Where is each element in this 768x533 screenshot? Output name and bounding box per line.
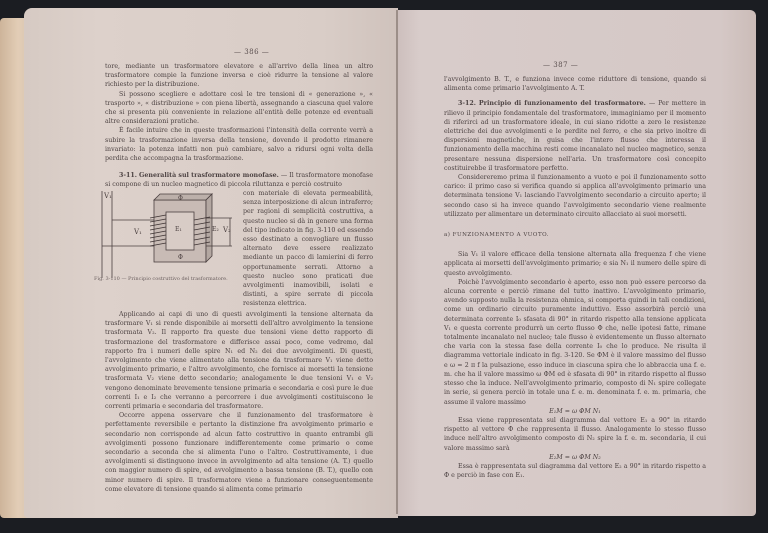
figure-3-110-transformer-diagram bbox=[94, 188, 239, 308]
paragraph: Sia V₁ il valore efficace della tensione alternata alla frequenza f che viene applicata ai morsetti dell'avvolgimento primario; e sia N₁ il numero delle spire di questo avvolgimento. bbox=[444, 251, 706, 277]
label-e1: E₁ bbox=[175, 226, 182, 233]
section-intro: — Il trasformatore monofase si compone di un nucleo magnetico di piccola riluttanza e perciò costruito bbox=[105, 172, 373, 189]
paragraph: Occorre appena osservare che il funzionamento del trasformatore è perfettamente reversibile e pertanto la distinzione fra avvolgimento primario e secondario non corrisponde ad alcun fatto costruttivo in quanto entrambi gli avvolgimenti possono funzionare indifferentemente come primario o come secondario a seconda che si alimenta l'uno o l'altro. Costruttivamente, i due avvolgimenti si distinguono invece in avvolgimento ad alta tensione (A. T.) quello con maggior numero di spire, ed avvolgimento a bassa tensione (B. T.), quello con minor numero di spire. Il trasformatore viene a funzionare conseguentemente come elevatore di tensione quando si alimenta come primario bbox=[105, 412, 373, 493]
left-page-intro-text bbox=[105, 62, 373, 163]
section-number: 3-11. bbox=[119, 172, 137, 179]
right-page bbox=[398, 10, 756, 516]
paragraph: Considereremo prima il funzionamento a vuoto e poi il funzionamento sotto carico: il primo caso si verifica quando si applica all'avvolgimento primario una determinata tensione V₁ lasciando l'avvolgimento secondario a circuito aperto; il secondo caso si ha invece quando l'avvolgimento secondario viene realmente utilizzato per alimentare un determinato circuito allacciato ai suoi morsetti. bbox=[444, 174, 706, 218]
section-title: Principio di funzionamento del trasformatore. bbox=[478, 100, 646, 108]
left-page-body-text bbox=[105, 310, 373, 494]
paragraph: Applicando ai capi di uno di questi avvolgimenti la tensione alternata da trasformare V₁ si rende disponibile ai morsetti dell'altro avvolgimento la tensione trasformata V₂. Il rapporto fra queste due tensioni viene detto rapporto di trasformazione del trasformatore e differisce assai poco, come vedremo, dal rapporto fra i numeri delle spire N₁ ed N₂ dei due avvolgimenti. Di questi, l'avvolgimento che viene alimentato alla tensione da trasformare V₁ viene detto avvolgimento primario, e l'altro avvolgimento, che fornisce ai morsetti la tensione trasformata V₂ viene detto secondario; analogamente le due tensioni V₁ e V₂ vengono denominate brevemente tensione primaria e secondaria e così pure le due correnti I₁ e I₂ che verranno a percorrere i due avvolgimenti costituiscono le correnti primaria e secondaria del trasformatore. bbox=[105, 311, 373, 411]
paragraph: Essa è rappresentata sul diagramma dal vettore E₂ a 90° in ritardo rispetto a Φ e perciò in fase con E₁. bbox=[444, 462, 706, 480]
paragraph: Poichè l'avvolgimento secondario è aperto, esso non può essere percorso da alcuna corrente e perciò rimane del tutto inattivo. L'avvolgimento primario, avendo supposto nulla la resistenza ohmica, si comporta quindi in tali condizioni, come un ordinario circuito puramente induttivo. Esso assorbirà perciò una determinata corrente I₀ sfasata di 90° in ritardo rispetto alla tensione applicata V₁ e questa corrente produrrà un certo flusso Φ che, nelle ipotesi fatte, rimane totalmente incanalato nel nucleo; tale flusso è evidentemente un flusso alternato che varia con la stessa fase della corrente I₀ che lo produce. Ne risulta il diagramma vettoriale indicato in fig. 3-120. Se ΦM è il valore massimo del flusso e ω = 2 π f la pulsazione, esso induce in ciascuna spira che lo abbraccia una f. e. m. che ha il valore massimo ω ΦM ed è sfasata di 90° in ritardo rispetto al flusso stesso che la induce. Nell'avvolgimento primario, composto di N₁ spire collegate in serie, si genera perciò in totale una f. e. m. denominata f. e. m. primaria, che assume il valore massimo bbox=[444, 278, 706, 406]
right-page-text bbox=[444, 75, 706, 480]
section-number: 3-12. bbox=[458, 100, 476, 108]
section-3-11-wrap-text: con materiale di elevata permeabilità, senza interposizione di alcun intraferro; per ragioni di semplicità costruttiva, a questo nucleo si dà in genere una forma del tipo indicato in fig. 3-110 ed essendo esso destinato a convogliare un flusso alternato deve essere realizzato mediante un pacco di lamierini di ferro opportunamente serrati. Attorno a questo nucleo sono praticati due avvolgimenti inamovibili, isolati e distinti, a spire serrate di piccola resistenza elettrica. bbox=[243, 190, 373, 308]
formula-e2m: E₂M = ω ΦM N₂ bbox=[549, 453, 601, 461]
section-3-12 bbox=[444, 99, 706, 173]
formula-e1m: E₁M = ω ΦM N₁ bbox=[549, 407, 601, 415]
label-v2: V₂ bbox=[223, 226, 231, 234]
left-page bbox=[24, 8, 398, 518]
figure-caption: Fig. 3-110 — Principio costruttivo del trasformatore. bbox=[94, 276, 228, 282]
label-e2: E₂ bbox=[212, 226, 219, 233]
section-body: — Per mettere in rilievo il principio fondamentale del trasformatore, immaginiamo per il momento di riferirci ad un trasformatore ideale, in cui siano ridotte a zero le resistenze elettriche dei due avvolgimenti e le perdite nel ferro, e che sia privo inoltre di dispersioni magnetiche, in guisa che l'intero flusso che interessa il funzionamento della macchina resti come incanalato nel nucleo magnetico, senza presentare nessuna dispersione nell'aria. Un trasformatore così concepito costituirebbe il trasformatore perfetto. bbox=[444, 100, 706, 172]
paragraph: tore, mediante un trasformatore elevatore e all'arrivo della linea un altro trasformatore compie la funzione inversa e cioè ridurre la tensione al valore richiesto per la distribuzione. bbox=[105, 63, 373, 89]
transformer-core-icon bbox=[94, 188, 239, 288]
subsection-title: a) FUNZIONAMENTO A VUOTO. bbox=[444, 232, 550, 239]
label-v1-line: V₁ bbox=[104, 192, 112, 200]
paragraph: Si possono scegliere e adottare così le tre tensioni di « generazione », « trasporto », « distribuzione » con piena libertà, assegnando a ciascuna quel valore che si presenta più conveniente in relazione all'entità delle potenze ed eventuali altre considerazioni pratiche. bbox=[105, 90, 373, 126]
page-number-left: — 386 — bbox=[234, 48, 270, 56]
section-3-11-heading bbox=[105, 171, 373, 189]
paragraph: Essa viene rappresentata sul diagramma dal vettore E₁ a 90° in ritardo rispetto al vettore Φ che rappresenta il flusso. Analogamente lo stesso flusso induce nell'altro avvolgimento composto di N₂ spire la f. e. m. secondaria, il cui valore massimo sarà bbox=[444, 416, 706, 452]
page-number-right: — 387 — bbox=[543, 61, 579, 69]
paragraph: È facile intuire che in queste trasformazioni l'intensità della corrente verrà a subire la trasformazione inversa della tensione, dovendo il prodotto rimanere invariato: la potenza infatti non può cambiare, salvo a ridursi ogni volta della perdita che accompagna la trasformazione. bbox=[105, 127, 373, 163]
label-phi-bottom: Φ bbox=[178, 254, 183, 261]
section-title: Generalità sul trasformatore monofase. bbox=[139, 172, 279, 179]
paragraph: l'avvolgimento B. T., e funziona invece come riduttore di tensione, quando si alimenta come primario l'avvolgimento A. T. bbox=[444, 76, 706, 93]
label-v1-winding: V₁ bbox=[134, 228, 142, 236]
label-phi-top: Φ bbox=[178, 195, 183, 202]
